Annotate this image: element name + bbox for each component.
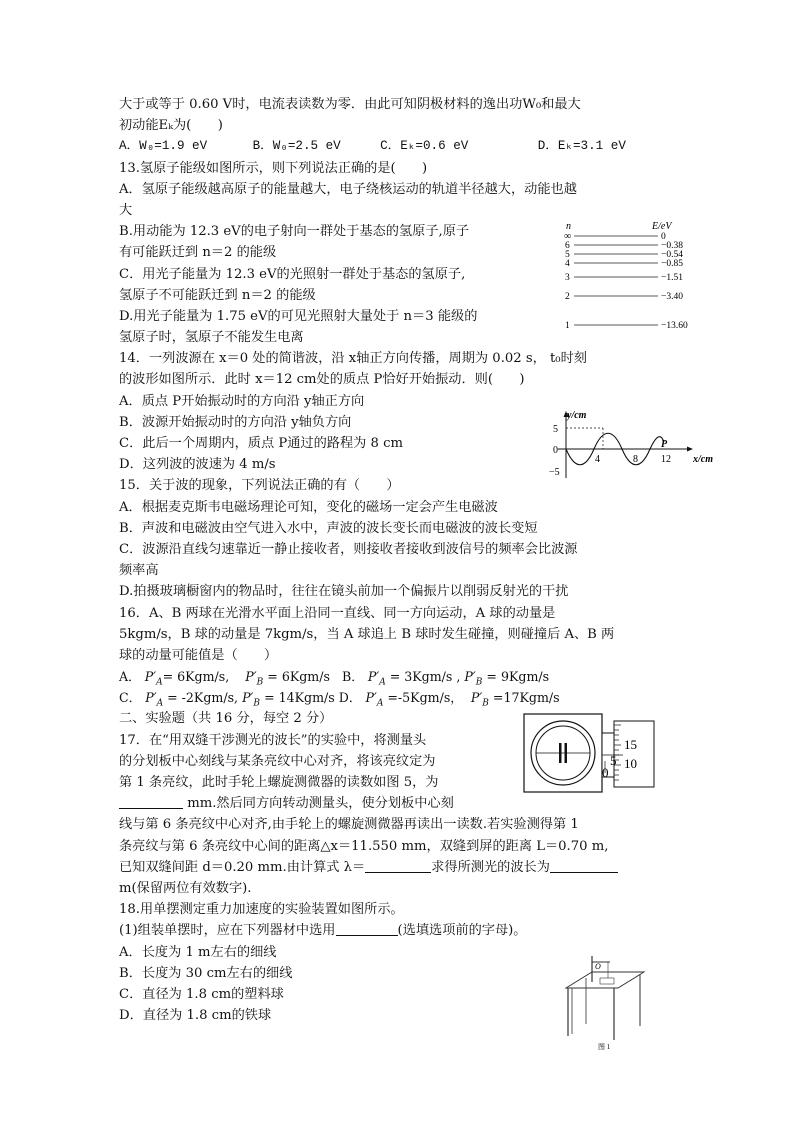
q16-option-b-label: B． bbox=[341, 669, 364, 685]
svg-text:1: 1 bbox=[565, 321, 570, 331]
x-axis-label: x/cm bbox=[693, 454, 713, 465]
q14-stem-line1: 14．一列波源在 x＝0 处的简谐波，沿 x轴正方向传播，周期为 0.02 s， t₀时刻 bbox=[119, 351, 587, 367]
q12-option-b: B．W₀=2.5 eV bbox=[252, 139, 341, 154]
q12-options bbox=[119, 136, 679, 157]
x-tick-12: 12 bbox=[661, 454, 671, 465]
q16-option-c-label: C． bbox=[119, 690, 142, 706]
q17-line2: 的分划板中心刻线与某条亮纹中心对齐，将该亮纹定为 bbox=[119, 753, 436, 769]
level-2 bbox=[565, 292, 683, 302]
q18-stem: 18.用单摆测定重力加速度的实验装置如图所示。 bbox=[119, 902, 404, 918]
q13-option-b-line2: 有可能跃迁到 n＝2 的能级 bbox=[119, 245, 277, 261]
q17-blank-reading[interactable] bbox=[119, 794, 183, 809]
wave-graph bbox=[545, 408, 720, 480]
q17-blank-wavelength[interactable] bbox=[550, 858, 618, 873]
x-axis-arrow bbox=[687, 447, 693, 452]
bright-fringe-right bbox=[565, 743, 568, 763]
q17-line6: 条亮纹与第 6 条亮纹中心间的距离△x＝11.550 mm，双缝到屏的距离 L＝0.70 m, bbox=[119, 838, 609, 854]
q15-option-b: B．声波和电磁波由空气进入水中，声波的波长变长而电磁波的波长变短 bbox=[119, 520, 538, 536]
q18-option-a: A．长度为 1 m左右的细线 bbox=[119, 944, 277, 960]
svg-text:3: 3 bbox=[565, 273, 570, 283]
q14-option-b: B．波源开始振动时的方向沿 y轴负方向 bbox=[119, 414, 352, 430]
q16-options-cd bbox=[119, 687, 679, 708]
q17-line1: 17．在“用双缝干涉测光的波长”的实验中，将测量头 bbox=[119, 732, 427, 748]
q17-line7: 已知双缝间距 d＝0.20 mm.由计算式 λ＝ 求得所测光的波长为 bbox=[119, 857, 679, 878]
pa-symbol: $P'_A$ bbox=[145, 690, 164, 709]
q13-option-b-line1: B.用动能为 12.3 eV的电子射向一群处于基态的氢原子,原子 bbox=[119, 224, 470, 240]
q12-line1: 大于或等于 0.60 V时，电流表读数为零．由此可知阴极材料的逸出功W₀和最大 bbox=[119, 97, 581, 112]
point-o-label: O bbox=[595, 962, 601, 971]
q13-stem: 13.氢原子能级如图所示，则下列说法正确的是( ) bbox=[119, 160, 428, 176]
q12-line2: 初动能Eₖ为( ) bbox=[119, 118, 223, 134]
sleeve-tick-5: 5 bbox=[610, 753, 617, 768]
micrometer-thimble bbox=[614, 721, 654, 787]
q16-option-a-label: A． bbox=[119, 669, 141, 685]
q13-option-d-line1: D.用光子能量为 1.75 eV的可见光照射大量处于 n＝3 能级的 bbox=[119, 308, 478, 324]
micrometer-figure bbox=[523, 713, 679, 793]
q18-blank-equipment[interactable] bbox=[336, 921, 398, 936]
q17-line5: 线与第 6 条亮纹中心对齐,由手轮上的螺旋测微器再读出一读数.若实验测得第 1 bbox=[119, 817, 579, 833]
col-e-label: E/eV bbox=[652, 221, 672, 232]
col-n-label: n bbox=[566, 221, 571, 232]
figure-caption: 图 1 bbox=[598, 1043, 611, 1051]
svg-text:−3.40: −3.40 bbox=[661, 292, 683, 302]
q16-option-d-label: D． bbox=[338, 690, 362, 706]
q16-option-d-pa: =-5Kgm/s， bbox=[387, 690, 463, 706]
q16-option-d-pb: =17Kgm/s bbox=[492, 690, 560, 706]
q16-option-a-pb: = 6Kgm/s bbox=[267, 669, 330, 685]
bright-fringe-left bbox=[559, 743, 562, 763]
pendulum-figure bbox=[562, 954, 648, 1052]
svg-text:−1.51: −1.51 bbox=[661, 273, 683, 283]
q16-stem-line2: 5kgm/s，B 球的动量是 7kgm/s，当 A 球追上 B 球时发生碰撞，则碰撞后 A、B 两 bbox=[119, 626, 615, 642]
q13-option-a-line2: 大 bbox=[119, 202, 133, 218]
q16-option-a-pa: = 6Kgm/s, bbox=[162, 669, 230, 685]
point-p-label: P bbox=[661, 439, 668, 450]
x-tick-4: 4 bbox=[595, 454, 600, 465]
q17-line8: m(保留两位有效数字). bbox=[119, 880, 252, 896]
y-tick-neg5: −5 bbox=[549, 467, 560, 478]
pa-symbol: $P'_A$ bbox=[365, 690, 384, 709]
level-4 bbox=[565, 259, 683, 269]
section-2-heading: 二、实验题（共 16 分，每空 2 分） bbox=[119, 711, 333, 727]
x-tick-8: 8 bbox=[633, 454, 638, 465]
q16-option-b-pb: = 9Kgm/s bbox=[486, 669, 550, 685]
svg-text:5: 5 bbox=[565, 250, 570, 260]
q15-option-d: D.拍摄玻璃橱窗内的物品时，往往在镜头前加一个偏振片以削弱反射光的干扰 bbox=[119, 584, 569, 600]
svg-text:6: 6 bbox=[565, 241, 570, 251]
svg-text:∞: ∞ bbox=[564, 231, 572, 242]
q15-option-a: A．根据麦克斯韦电磁场理论可知，变化的磁场一定会产生电磁波 bbox=[119, 499, 498, 515]
q17-line3: 第 1 条亮纹，此时手轮上螺旋测微器的读数如图 5，为 bbox=[119, 775, 439, 790]
q16-option-c-pb: = 14Kgm/s bbox=[264, 690, 335, 706]
q16-stem-line3: 球的动量可能值是（ ） bbox=[119, 647, 278, 663]
pa-symbol: $P'_A$ bbox=[367, 669, 386, 688]
q18-sub1: (1)组装单摆时，应在下列器材中选用 (选填选项前的字母)。 bbox=[119, 923, 527, 939]
q15-stem: 15．关于波的现象，下列说法正确的有（ ） bbox=[119, 478, 400, 494]
q18-option-b: B．长度为 30 cm左右的细线 bbox=[119, 965, 293, 981]
sleeve-tick-0: 0 bbox=[602, 765, 609, 780]
y-tick-5: 5 bbox=[553, 424, 558, 435]
pb-symbol: $P'_B$ bbox=[245, 669, 264, 688]
q15-option-c-line1: C．波源沿直线匀速靠近一静止接收者，则接收者接收到波信号的频率会比波源 bbox=[119, 541, 578, 557]
q12-option-a: A．W₀=1.9 eV bbox=[119, 139, 208, 154]
svg-text:2: 2 bbox=[565, 292, 570, 302]
pb-symbol: $P'_B$ bbox=[470, 690, 489, 709]
svg-text:−0.38: −0.38 bbox=[661, 241, 683, 251]
q13-option-c-line2: 氢原子不可能跃迁到 n＝2 的能级 bbox=[119, 287, 316, 303]
stand-base bbox=[600, 978, 614, 984]
q14-option-a: A．质点 P开始振动时的方向沿 y轴正方向 bbox=[119, 393, 365, 409]
q14-option-c: C．此后一个周期内，质点 P通过的路程为 8 cm bbox=[119, 436, 404, 451]
level-3 bbox=[565, 273, 683, 283]
pb-symbol: $P'_B$ bbox=[464, 669, 483, 688]
y-axis-label: y/cm bbox=[567, 410, 587, 421]
q12-option-c: C．Eₖ=0.6 eV bbox=[380, 139, 469, 154]
q14-option-d: D．这列波的波速为 4 m/s bbox=[119, 457, 276, 473]
q17-line4: mm.然后同方向转动测量头，使分划板中心刻 bbox=[119, 793, 679, 814]
thimble-tick-15: 15 bbox=[624, 737, 637, 752]
q16-option-b-pa: = 3Kgm/s , bbox=[389, 669, 461, 685]
pb-symbol: $P'_B$ bbox=[242, 690, 261, 709]
q13-option-c-line1: C．用光子能量为 12.3 eV的光照射一群处于基态的氢原子, bbox=[119, 266, 466, 282]
q18-option-c: C．直径为 1.8 cm的塑料球 bbox=[119, 986, 284, 1002]
q14-stem-line2: 的波形如图所示．此时 x＝12 cm处的质点 P恰好开始振动．则( ) bbox=[119, 372, 525, 388]
q17-blank-formula[interactable] bbox=[365, 858, 431, 873]
thimble-tick-10: 10 bbox=[624, 756, 637, 771]
svg-text:4: 4 bbox=[565, 259, 570, 269]
q13-option-d-line2: 氢原子时，氢原子不能发生电离 bbox=[119, 330, 304, 346]
y-tick-0: 0 bbox=[553, 445, 558, 456]
level-inf bbox=[564, 231, 666, 242]
q16-stem-line1: 16．A、B 两球在光滑水平面上沿同一直线、同一方向运动，A 球的动量是 bbox=[119, 605, 556, 621]
q12-option-d: D．Eₖ=3.1 eV bbox=[537, 139, 626, 154]
q13-option-a-line1: A．氢原子能级越高原子的能量越大，电子绕核运动的轨道半径越大，动能也越 bbox=[119, 181, 577, 197]
pa-symbol: $P'_A$ bbox=[144, 669, 163, 688]
svg-text:−0.85: −0.85 bbox=[661, 259, 683, 269]
svg-text:−0.54: −0.54 bbox=[661, 250, 683, 260]
q16-options-ab bbox=[119, 666, 679, 687]
q18-option-d: D．直径为 1.8 cm的铁球 bbox=[119, 1008, 272, 1024]
q15-option-c-line2: 频率高 bbox=[119, 563, 159, 579]
energy-level-diagram bbox=[560, 218, 700, 333]
svg-text:0: 0 bbox=[661, 232, 666, 242]
q16-option-c-pa: = -2Kgm/s, bbox=[167, 690, 239, 706]
level-1 bbox=[565, 321, 688, 331]
svg-text:−13.60: −13.60 bbox=[661, 321, 688, 331]
